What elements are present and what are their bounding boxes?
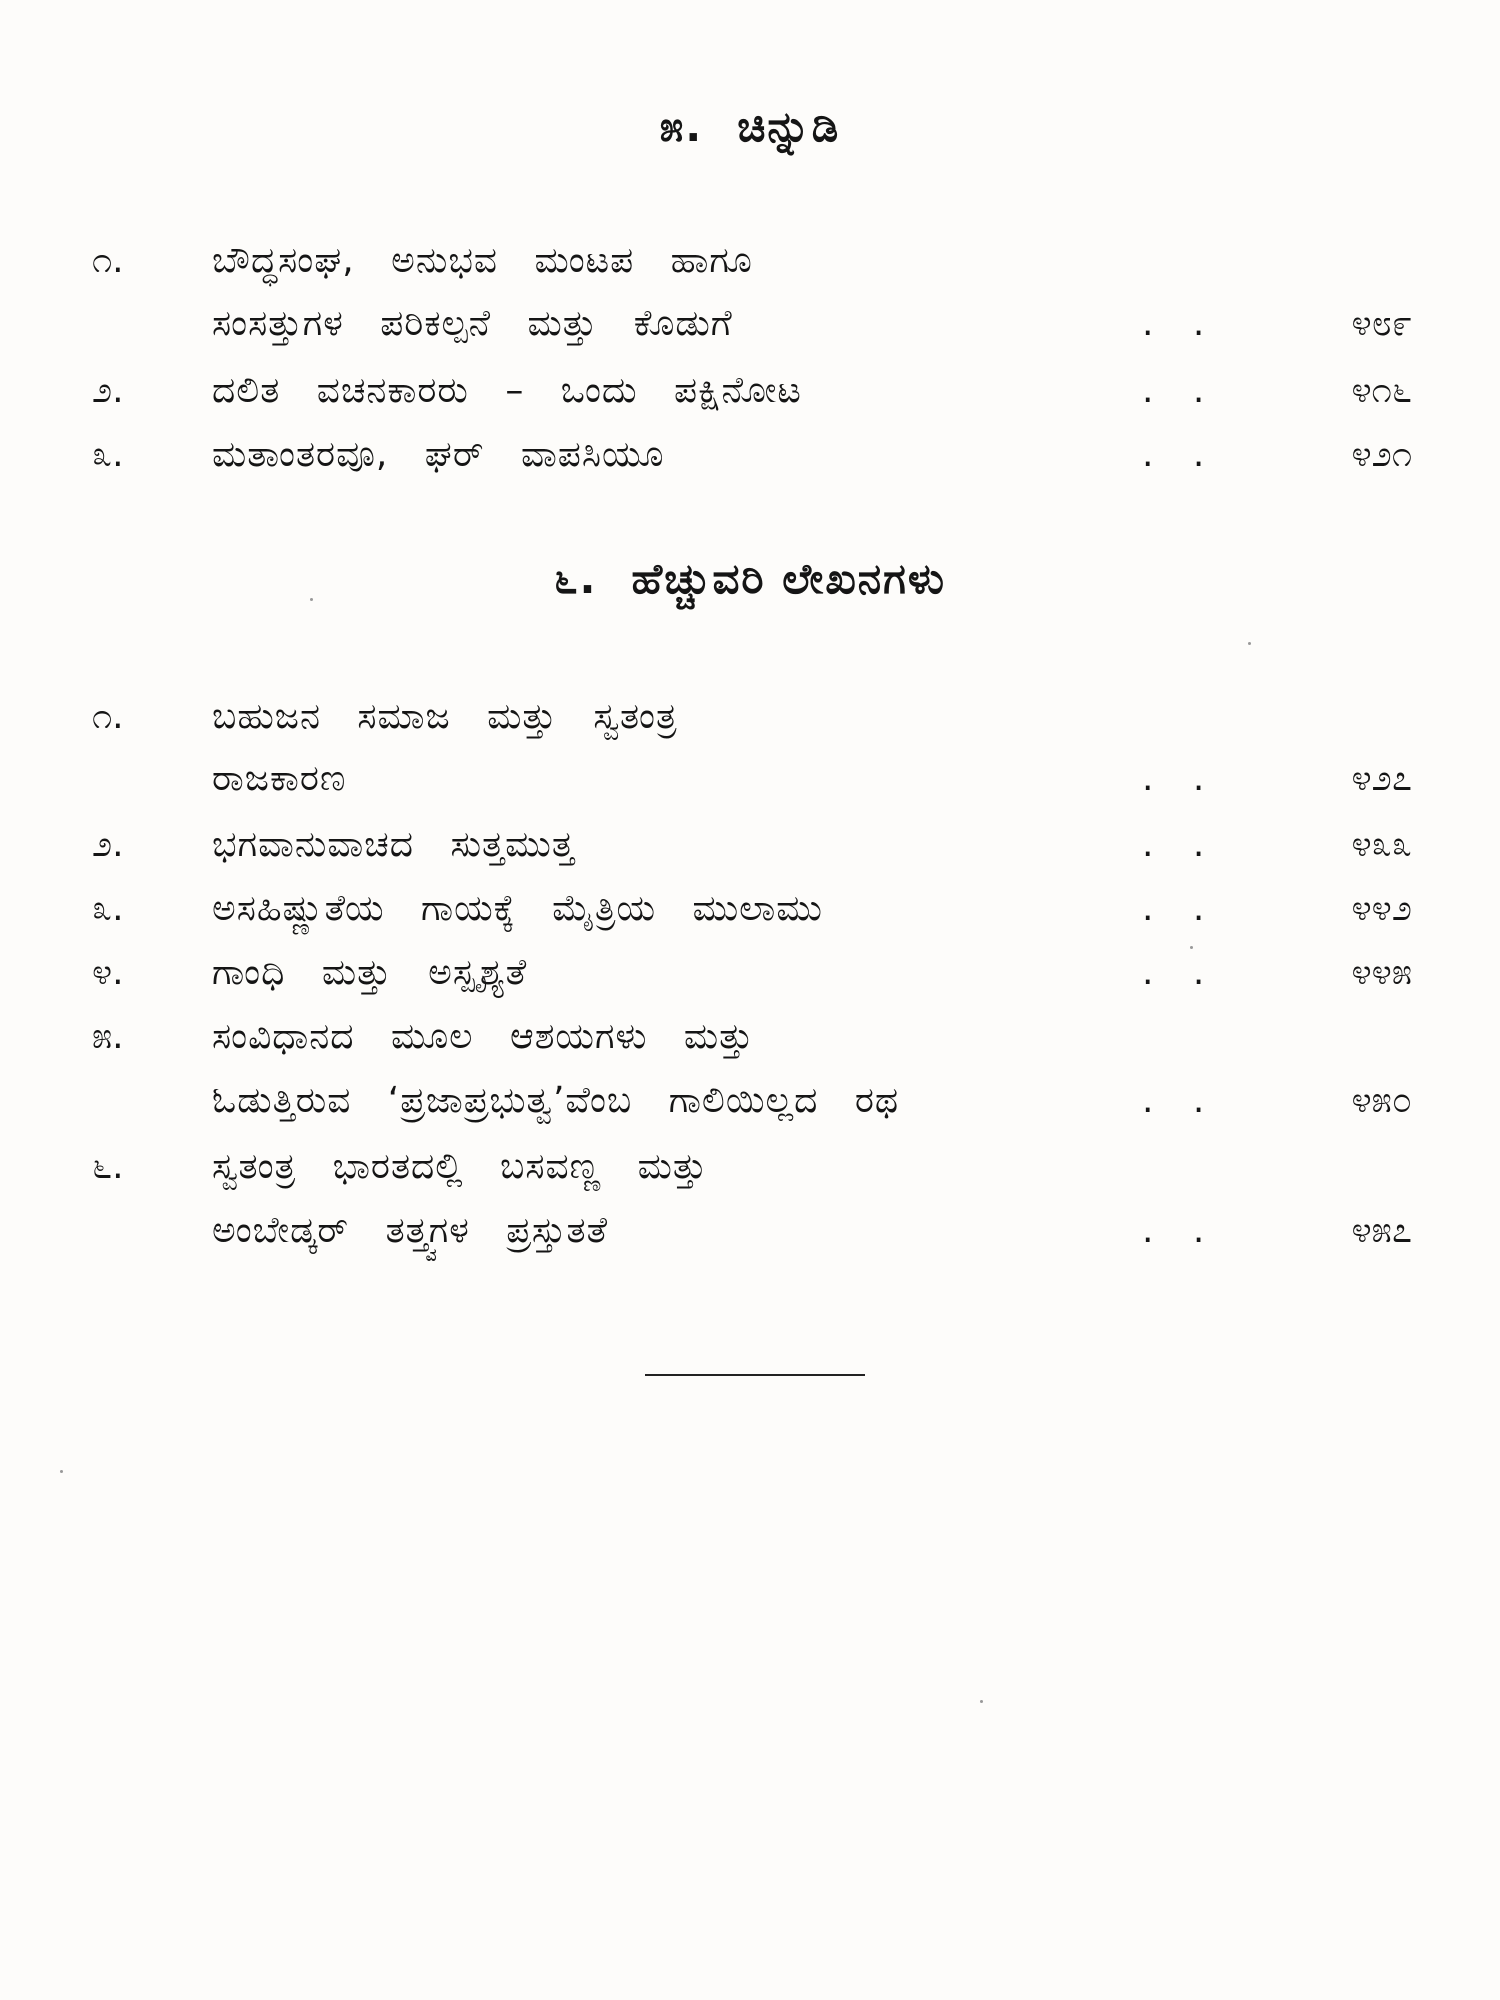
toc-entry [0,434,1500,494]
entry-page-number: ೪೪೫ [1351,952,1412,993]
scan-speck [310,598,313,601]
entry-page-number: ೪೮೯ [1351,303,1412,344]
section-number: ೬. [553,554,598,603]
entry-number: ೩. [92,434,124,475]
dot-leader: . . [1142,952,1219,993]
dot-leader: . . [1142,370,1219,411]
toc-entry [0,1146,1500,1206]
dot-leader: . . [1142,758,1219,799]
scan-speck [1190,946,1193,949]
section-number: ೫. [659,102,704,151]
section-heading [0,102,1500,152]
entry-title-line: ಭಗವಾನುವಾಚದ ಸುತ್ತಮುತ್ತ [212,824,575,865]
toc-entry [0,370,1500,430]
entry-page-number: ೪೨೧ [1351,434,1412,475]
entry-number: ೧. [92,240,124,281]
entry-number: ೨. [92,824,124,865]
entry-page-number: ೪೫೭ [1351,1210,1412,1251]
toc-entry-continuation [0,303,1500,363]
entry-title-line: ಓಡುತ್ತಿರುವ ‘ಪ್ರಜಾಪ್ರಭುತ್ವ’ವೆಂಬ ಗಾಲಿಯಿಲ್ಲದ ರಥ [212,1080,900,1121]
toc-entry [0,696,1500,756]
entry-number: ೪. [92,952,124,993]
entry-title-line: ದಲಿತ ವಚನಕಾರರು – ಒಂದು ಪಕ್ಷಿನೋಟ [212,370,802,411]
entry-title-line: ಬೌದ್ಧಸಂಘ, ಅನುಭವ ಮಂಟಪ ಹಾಗೂ [212,240,753,281]
end-rule [645,1374,865,1376]
entry-page-number: ೪೨೭ [1351,758,1412,799]
scan-speck [1248,642,1251,645]
entry-number: ೨. [92,370,124,411]
entry-title-line: ಬಹುಜನ ಸಮಾಜ ಮತ್ತು ಸ್ವತಂತ್ರ [212,696,678,737]
entry-title-line: ಸಂಸತ್ತುಗಳ ಪರಿಕಲ್ಪನೆ ಮತ್ತು ಕೊಡುಗೆ [212,303,733,344]
toc-entry [0,240,1500,300]
entry-title-line: ಅಂಬೇಡ್ಕರ್ ತತ್ತ್ವಗಳ ಪ್ರಸ್ತುತತೆ [212,1210,609,1251]
toc-entry [0,888,1500,948]
toc-entry [0,952,1500,1012]
entry-title-line: ಮತಾಂತರವೂ, ಘರ್ ವಾಪಸಿಯೂ [212,434,665,475]
entry-number: ೩. [92,888,124,929]
dot-leader: . . [1142,1210,1219,1251]
entry-title-line: ಗಾಂಧಿ ಮತ್ತು ಅಸ್ಪೃಶ್ಯತೆ [212,952,528,993]
entry-title-line: ಅಸಹಿಷ್ಣುತೆಯ ಗಾಯಕ್ಕೆ ಮೈತ್ರಿಯ ಮುಲಾಮು [212,888,823,929]
scan-speck [980,1700,983,1703]
entry-title-line: ಸ್ವತಂತ್ರ ಭಾರತದಲ್ಲಿ ಬಸವಣ್ಣ ಮತ್ತು [212,1146,708,1187]
entry-number: ೬. [92,1146,124,1187]
entry-page-number: ೪೩೩ [1351,824,1412,865]
section-heading [0,554,1500,604]
entry-number: ೫. [92,1016,124,1057]
dot-leader: . . [1142,824,1219,865]
toc-entry-continuation [0,1080,1500,1140]
section-title: ಹೆಚ್ಚುವರಿ ಲೇಖನಗಳು [631,554,947,603]
section-title: ಚಿನ್ನುಡಿ [737,102,841,151]
toc-entry-continuation [0,1210,1500,1270]
entry-page-number: ೪೧೬ [1351,370,1412,411]
dot-leader: . . [1142,303,1219,344]
dot-leader: . . [1142,1080,1219,1121]
entry-number: ೧. [92,696,124,737]
entry-page-number: ೪೫೦ [1351,1080,1412,1121]
toc-entry-continuation [0,758,1500,818]
toc-entry [0,824,1500,884]
entry-title-line: ಸಂವಿಧಾನದ ಮೂಲ ಆಶಯಗಳು ಮತ್ತು [212,1016,754,1057]
dot-leader: . . [1142,888,1219,929]
scan-speck [60,1470,63,1473]
toc-entry [0,1016,1500,1076]
entry-page-number: ೪೪೨ [1351,888,1412,929]
dot-leader: . . [1142,434,1219,475]
entry-title-line: ರಾಜಕಾರಣ [212,758,347,799]
